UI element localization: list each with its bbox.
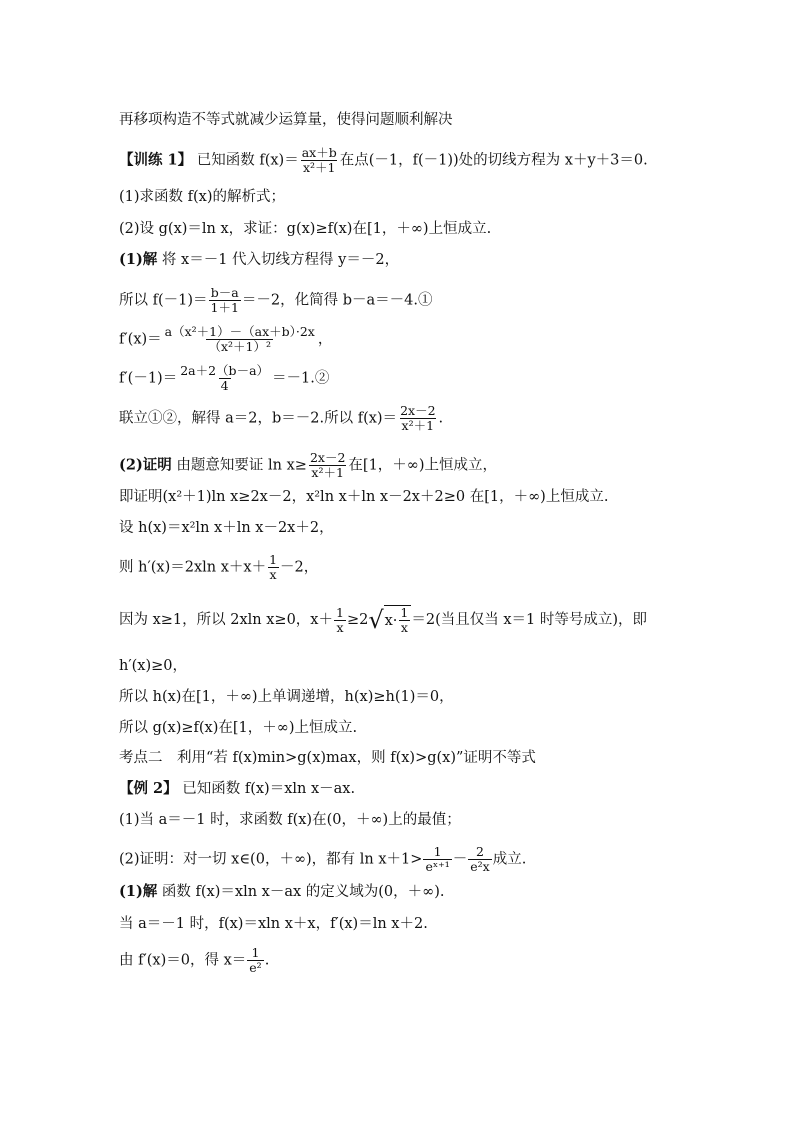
text: f′(－1)＝: [119, 370, 178, 387]
exercise-tag: 【训练 1】: [119, 151, 193, 169]
solution-1-start: [119, 882, 445, 902]
equation-line-h-derivative: [119, 553, 318, 582]
text: －2，: [280, 559, 319, 576]
numerator: 2: [476, 844, 484, 859]
denominator: 1＋1: [210, 300, 239, 315]
text: 在点(－1，f(－1))处的切线方程为 x＋y＋3＝0.: [339, 152, 648, 169]
numerator: 1: [269, 552, 278, 567]
fraction: [334, 606, 346, 635]
numerator: a（x²＋1）－（ax＋b）·2x: [164, 324, 315, 339]
proof-tag: (2)证明: [119, 456, 172, 474]
denominator: e²x: [470, 859, 490, 874]
denominator: （x²＋1）²: [208, 339, 272, 354]
denominator: x: [269, 567, 277, 582]
text-line-17: 所以 g(x)≥f(x)在[1，＋∞)上恒成立.: [119, 720, 358, 736]
denominator: 4: [220, 378, 229, 393]
text: f′(x)＝: [119, 331, 162, 348]
section-heading: 考点二 利用“若 f(x)min>g(x)max，则 f(x)>g(x)”证明不等式: [119, 750, 536, 766]
radical-sign: √: [368, 606, 384, 634]
equation-line-derivative-neg1: [119, 364, 329, 393]
text-line-12: 设 h(x)＝x²ln x＋ln x－2x＋2，: [119, 520, 334, 536]
fraction: [398, 606, 410, 635]
text: 函数 f(x)＝xln x－ax 的定义域为(0，＋∞).: [161, 884, 445, 900]
example-2-statement: [119, 779, 355, 799]
equation-line-critical-point: [119, 946, 269, 975]
fraction: [209, 286, 241, 315]
text-line-11: 即证明(x²＋1)ln x≥2x－2，x²ln x＋ln x－2x＋2≥0 在[1，＋∞)上恒成立.: [119, 489, 609, 505]
numerator: 1: [251, 945, 260, 960]
denominator: x²＋1: [311, 465, 344, 480]
text: 因为 x≥1，所以 2xln x≥0，x＋: [119, 612, 333, 628]
denominator: e²: [249, 960, 262, 975]
equation-line-solve: [119, 404, 443, 433]
numerator: 2x－2: [309, 450, 346, 465]
fraction: [247, 946, 263, 975]
text: .: [264, 952, 270, 969]
numerator: 2x－2: [400, 403, 436, 418]
text: .: [438, 410, 444, 427]
question-2: [119, 845, 526, 874]
fraction: [308, 451, 347, 480]
text: ＝2(当且仅当 x＝1 时等号成立)，即: [411, 612, 648, 628]
square-root: [368, 605, 411, 635]
text: ＝－1.②: [272, 370, 330, 387]
fraction: [163, 325, 317, 354]
fraction: [423, 845, 451, 874]
example-tag: 【例 2】: [119, 780, 178, 797]
text: (2)证明：对一切 x∈(0，＋∞)，都有 ln x＋1>: [119, 851, 423, 868]
text: 已知函数 f(x)＝: [196, 152, 299, 169]
fraction: [468, 845, 491, 874]
text: 已知函数 f(x)＝xln x－ax.: [182, 781, 356, 797]
fraction: [267, 553, 279, 582]
numerator: 1: [433, 844, 442, 859]
radicand: [384, 605, 412, 635]
question-1: (1)求函数 f(x)的解析式；: [119, 189, 286, 205]
denominator: x²＋1: [401, 418, 435, 433]
numerator: 1: [400, 605, 409, 620]
text: 由 f′(x)＝0，得 x＝: [119, 952, 247, 969]
text: ＝－2，化简得 b－a＝－4.①: [241, 292, 433, 309]
text: 将 x＝－1 代入切线方程得 y＝－2，: [161, 252, 400, 268]
equation-line-derivative: [119, 325, 332, 354]
text: x·: [384, 612, 398, 629]
text: ，: [317, 331, 333, 348]
solution-tag: (1)解: [119, 883, 158, 900]
text: 成立.: [492, 851, 527, 868]
exercise-1-statement: [119, 146, 648, 175]
text-line-1: 再移项构造不等式就减少运算量，使得问题顺利解决: [119, 112, 453, 128]
text: ≥2: [346, 612, 369, 628]
equation-line-inequality: [119, 605, 647, 635]
text-line-16: 所以 h(x)在[1，＋∞)上单调递增，h(x)≥h(1)＝0，: [119, 689, 454, 705]
numerator: 2a＋2（b－a）: [180, 363, 270, 378]
text: 联立①②，解得 a＝2，b＝－2.所以 f(x)＝: [119, 410, 398, 427]
text: 则 h′(x)＝2xln x＋x＋: [119, 559, 267, 576]
text: 所以 f(－1)＝: [119, 292, 208, 309]
question-1: (1)当 a＝－1 时，求函数 f(x)在(0，＋∞)上的最值；: [119, 812, 461, 828]
solution-1-start: [119, 250, 399, 270]
fraction: [300, 146, 339, 175]
equation-line-f-neg1: [119, 286, 433, 315]
proof-2-start: [119, 451, 497, 480]
numerator: 1: [336, 604, 344, 620]
denominator: eˣ⁺¹: [425, 859, 450, 874]
text: 在[1，＋∞)上恒成立，: [348, 457, 498, 474]
text-line-23: 当 a＝－1 时，f(x)＝xln x＋x，f′(x)＝ln x＋2.: [119, 916, 428, 932]
text: －: [452, 851, 468, 868]
fraction: [178, 364, 271, 393]
numerator: ax＋b: [301, 145, 337, 160]
denominator: x: [400, 620, 408, 635]
solution-tag: (1)解: [119, 251, 158, 268]
fraction: [398, 404, 437, 433]
question-2: (2)设 g(x)＝ln x，求证：g(x)≥f(x)在[1，＋∞)上恒成立.: [119, 221, 492, 237]
numerator: b－a: [210, 285, 239, 300]
denominator: x²＋1: [302, 160, 336, 175]
denominator: x: [336, 619, 344, 635]
text: 由题意知要证 ln x≥: [176, 457, 307, 474]
text-line-15: h′(x)≥0，: [119, 658, 187, 674]
